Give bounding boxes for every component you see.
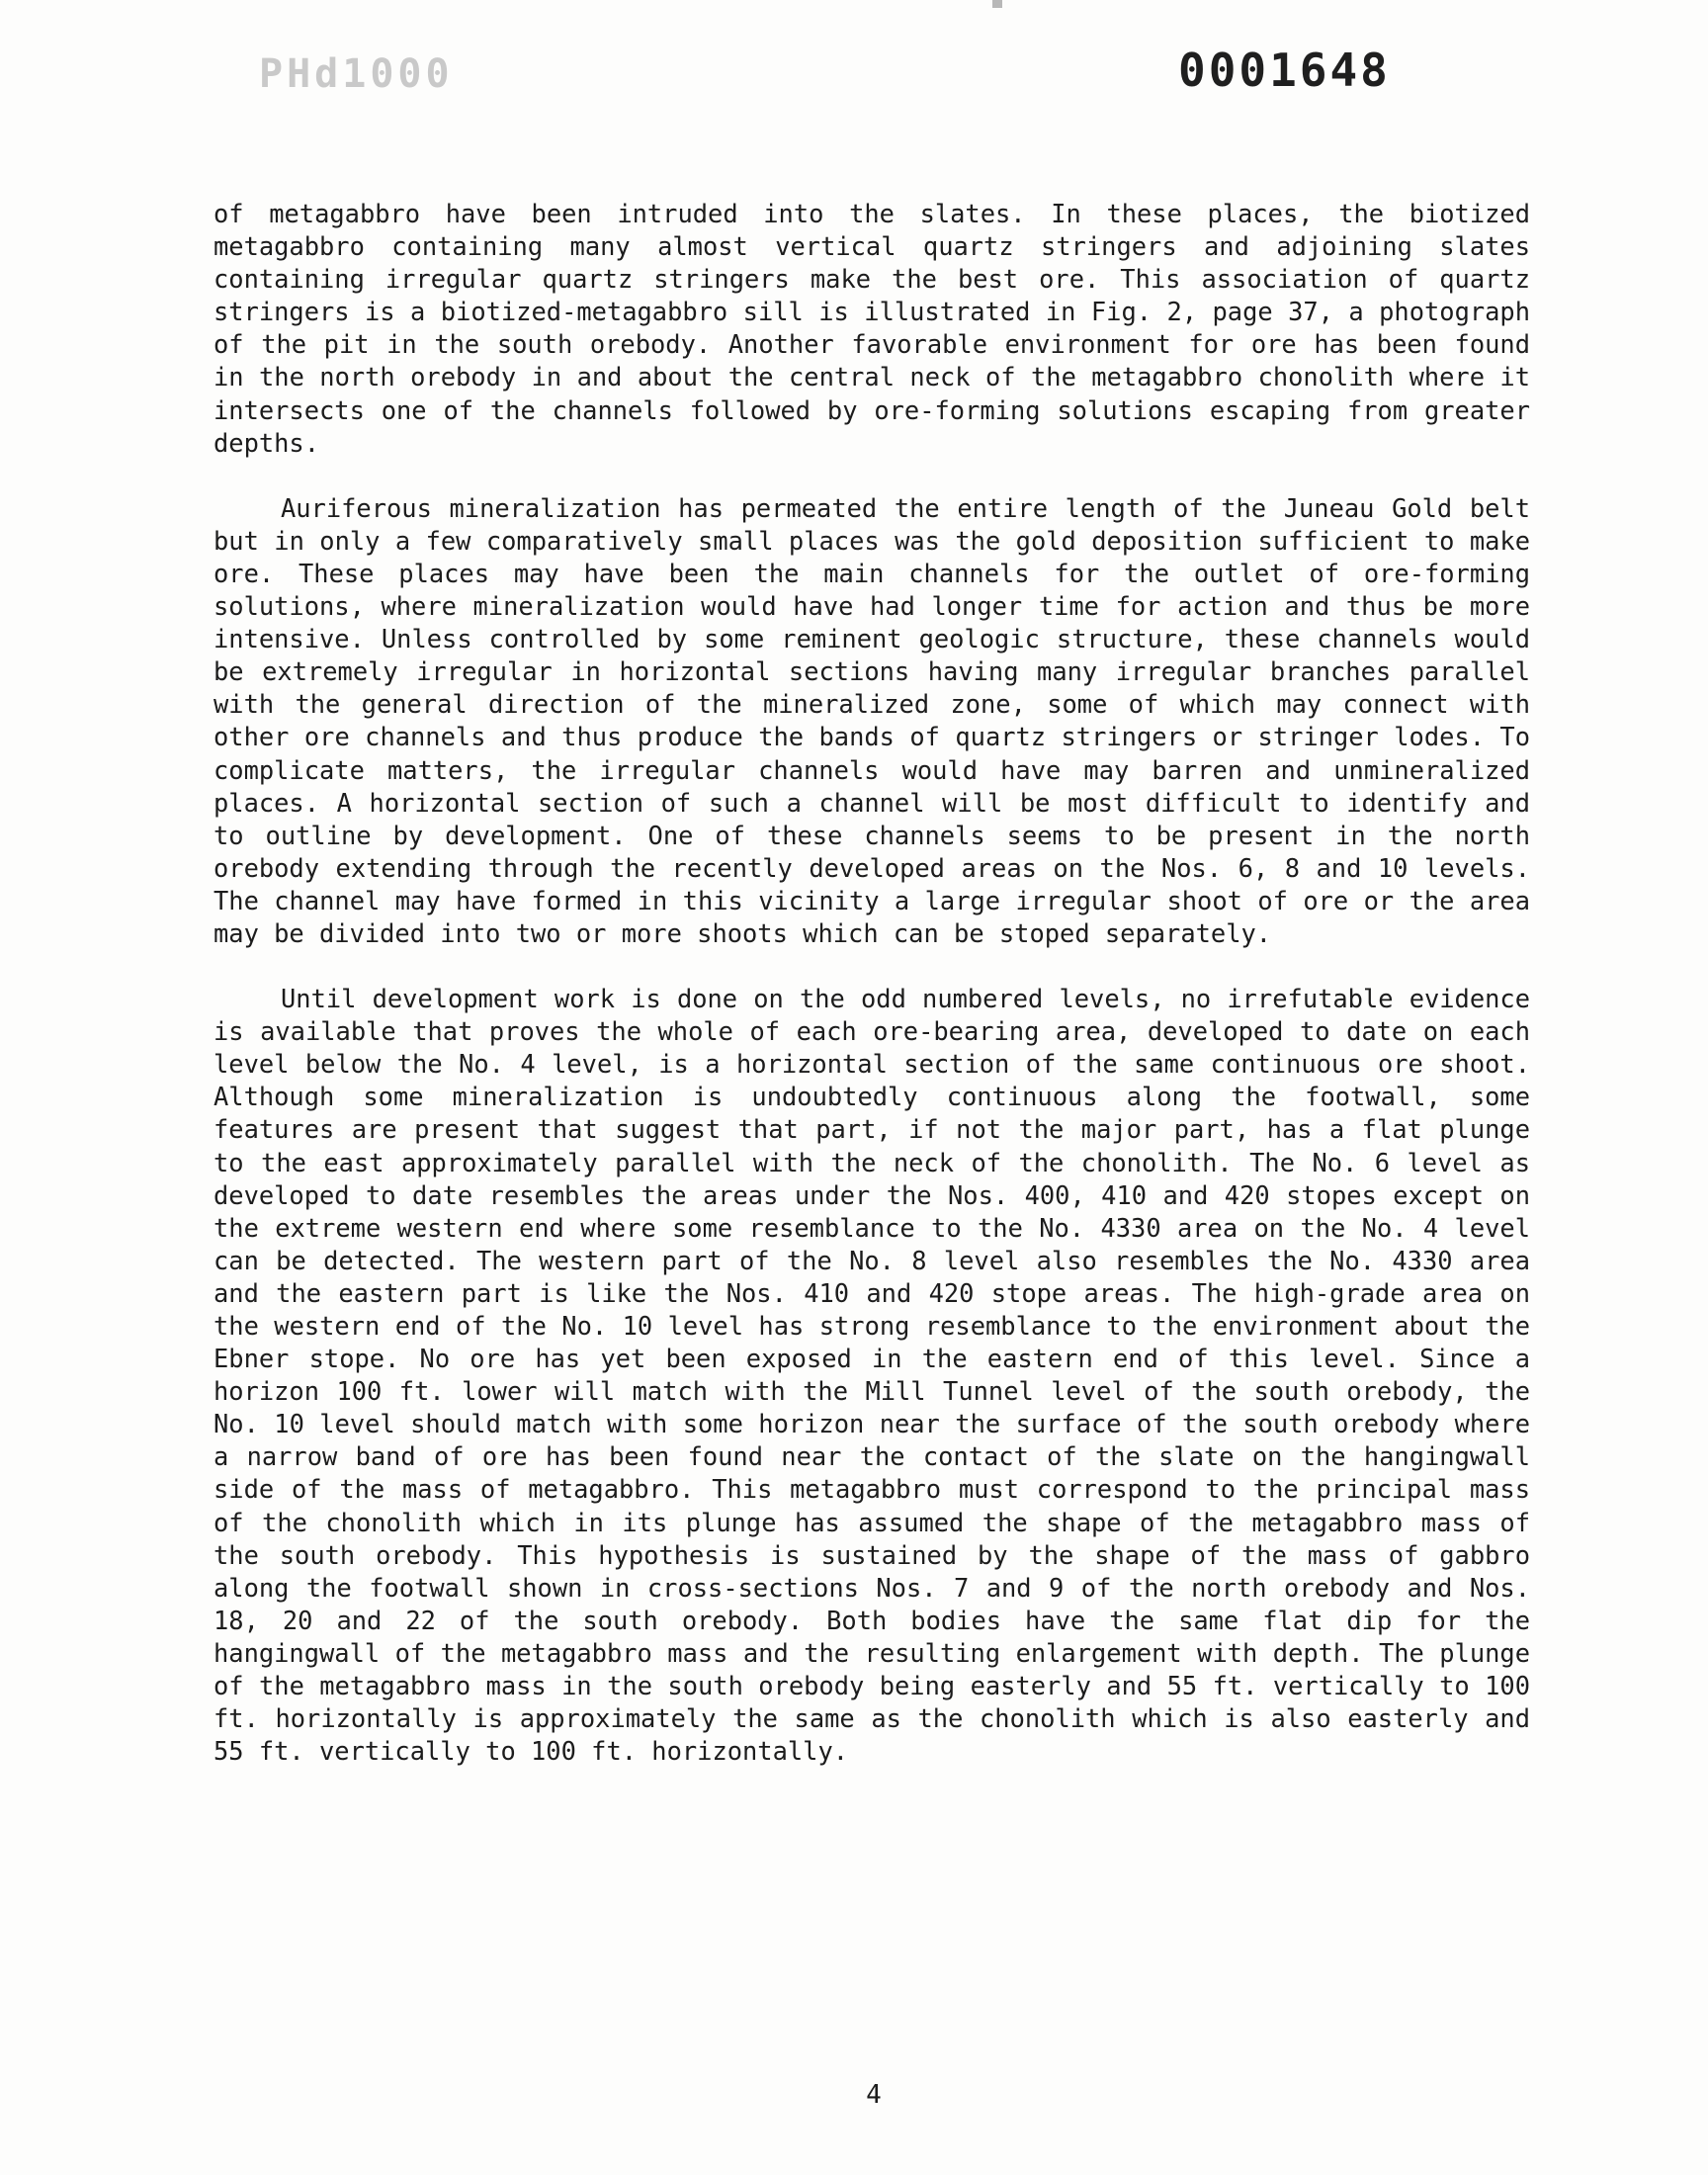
faint-stamp: PHd1000 (259, 51, 454, 97)
page-number: 4 (866, 2080, 882, 2110)
paragraph-1: of metagabbro have been intruded into the slates. In these places, the biotized metagabbro containing many almost vertical quartz stringers and adjoining slates containing irregular quartz stringers make the best ore. This association of quartz stringers is a biotized-metagabbro sill is illustrated in Fig. 2, page 37, a photograph of the pit in the south orebody. Another favorable environment for ore has been found in the north orebody in and about the central neck of the metagabbro chonolith where it intersects one of the channels followed by ore-forming solutions escaping from greater depths. (214, 199, 1530, 458)
document-number: 0001648 (1178, 44, 1391, 97)
paragraph-2: Auriferous mineralization has permeated the entire length of the Juneau Gold belt but in only a few comparatively small places was the gold deposition sufficient to make ore. These places may have been the main channels for the outlet of ore-forming solutions, where mineralization would have had longer time for action and thus be more intensive. Unless controlled by some reminent geologic structure, these channels would be extremely irregular in horizontal sections having many irregular branches parallel with the general direction of the mineralized zone, some of which may connect with other ore channels and thus produce the bands of quartz stringers or stringer lodes. To complicate matters, the irregular channels would have may barren and unmineralized places. A horizontal section of such a channel will be most difficult to identify and to outline by development. One of these channels seems to be present in the north orebody extending through the recently developed areas on the Nos. 6, 8 and 10 levels. The channel may have formed in this vicinity a large irregular shoot of ore or the area may be divided into two or more shoots which can be stoped separately. (214, 492, 1530, 948)
body-text (214, 198, 1530, 1768)
scan-mark (992, 0, 1002, 8)
paragraph-3: Until development work is done on the odd numbered levels, no irrefutable evidence is available that proves the whole of each ore-bearing area, developed to date on each level below the No. 4 level, is a horizontal section of the same continuous ore shoot. Although some mineralization is undoubtedly continuous along the footwall, some features are present that suggest that part, if not the major part, has a flat plunge to the east approximately parallel with the neck of the chonolith. The No. 6 level as developed to date resembles the areas under the Nos. 400, 410 and 420 stopes except on the extreme western end where some resemblance to the No. 4330 area on the No. 4 level can be detected. The western part of the No. 8 level also resembles the No. 4330 area and the eastern part is like the Nos. 410 and 420 stope areas. The high-grade area on the western end of the No. 10 level has strong resemblance to the environment about the Ebner stope. No ore has yet been exposed in the eastern end of this level. Since a horizon 100 ft. lower will match with the Mill Tunnel level of the south orebody, the No. 10 level should match with some horizon near the surface of the south orebody where a narrow band of ore has been found near the contact of the slate on the hangingwall side of the mass of metagabbro. This metagabbro must correspond to the principal mass of the chonolith which in its plunge has assumed the shape of the metagabbro mass of the south orebody. This hypothesis is sustained by the shape of the mass of gabbro along the footwall shown in cross-sections Nos. 7 and 9 of the north orebody and Nos. 18, 20 and 22 of the south orebody. Both bodies have the same flat dip for the hangingwall of the metagabbro mass and the resulting enlargement with depth. The plunge of the metagabbro mass in the south orebody being easterly and 55 ft. vertically to 100 ft. horizontally is approximately the same as the chonolith which is also easterly and 55 ft. vertically to 100 ft. horizontally. (214, 984, 1530, 1767)
